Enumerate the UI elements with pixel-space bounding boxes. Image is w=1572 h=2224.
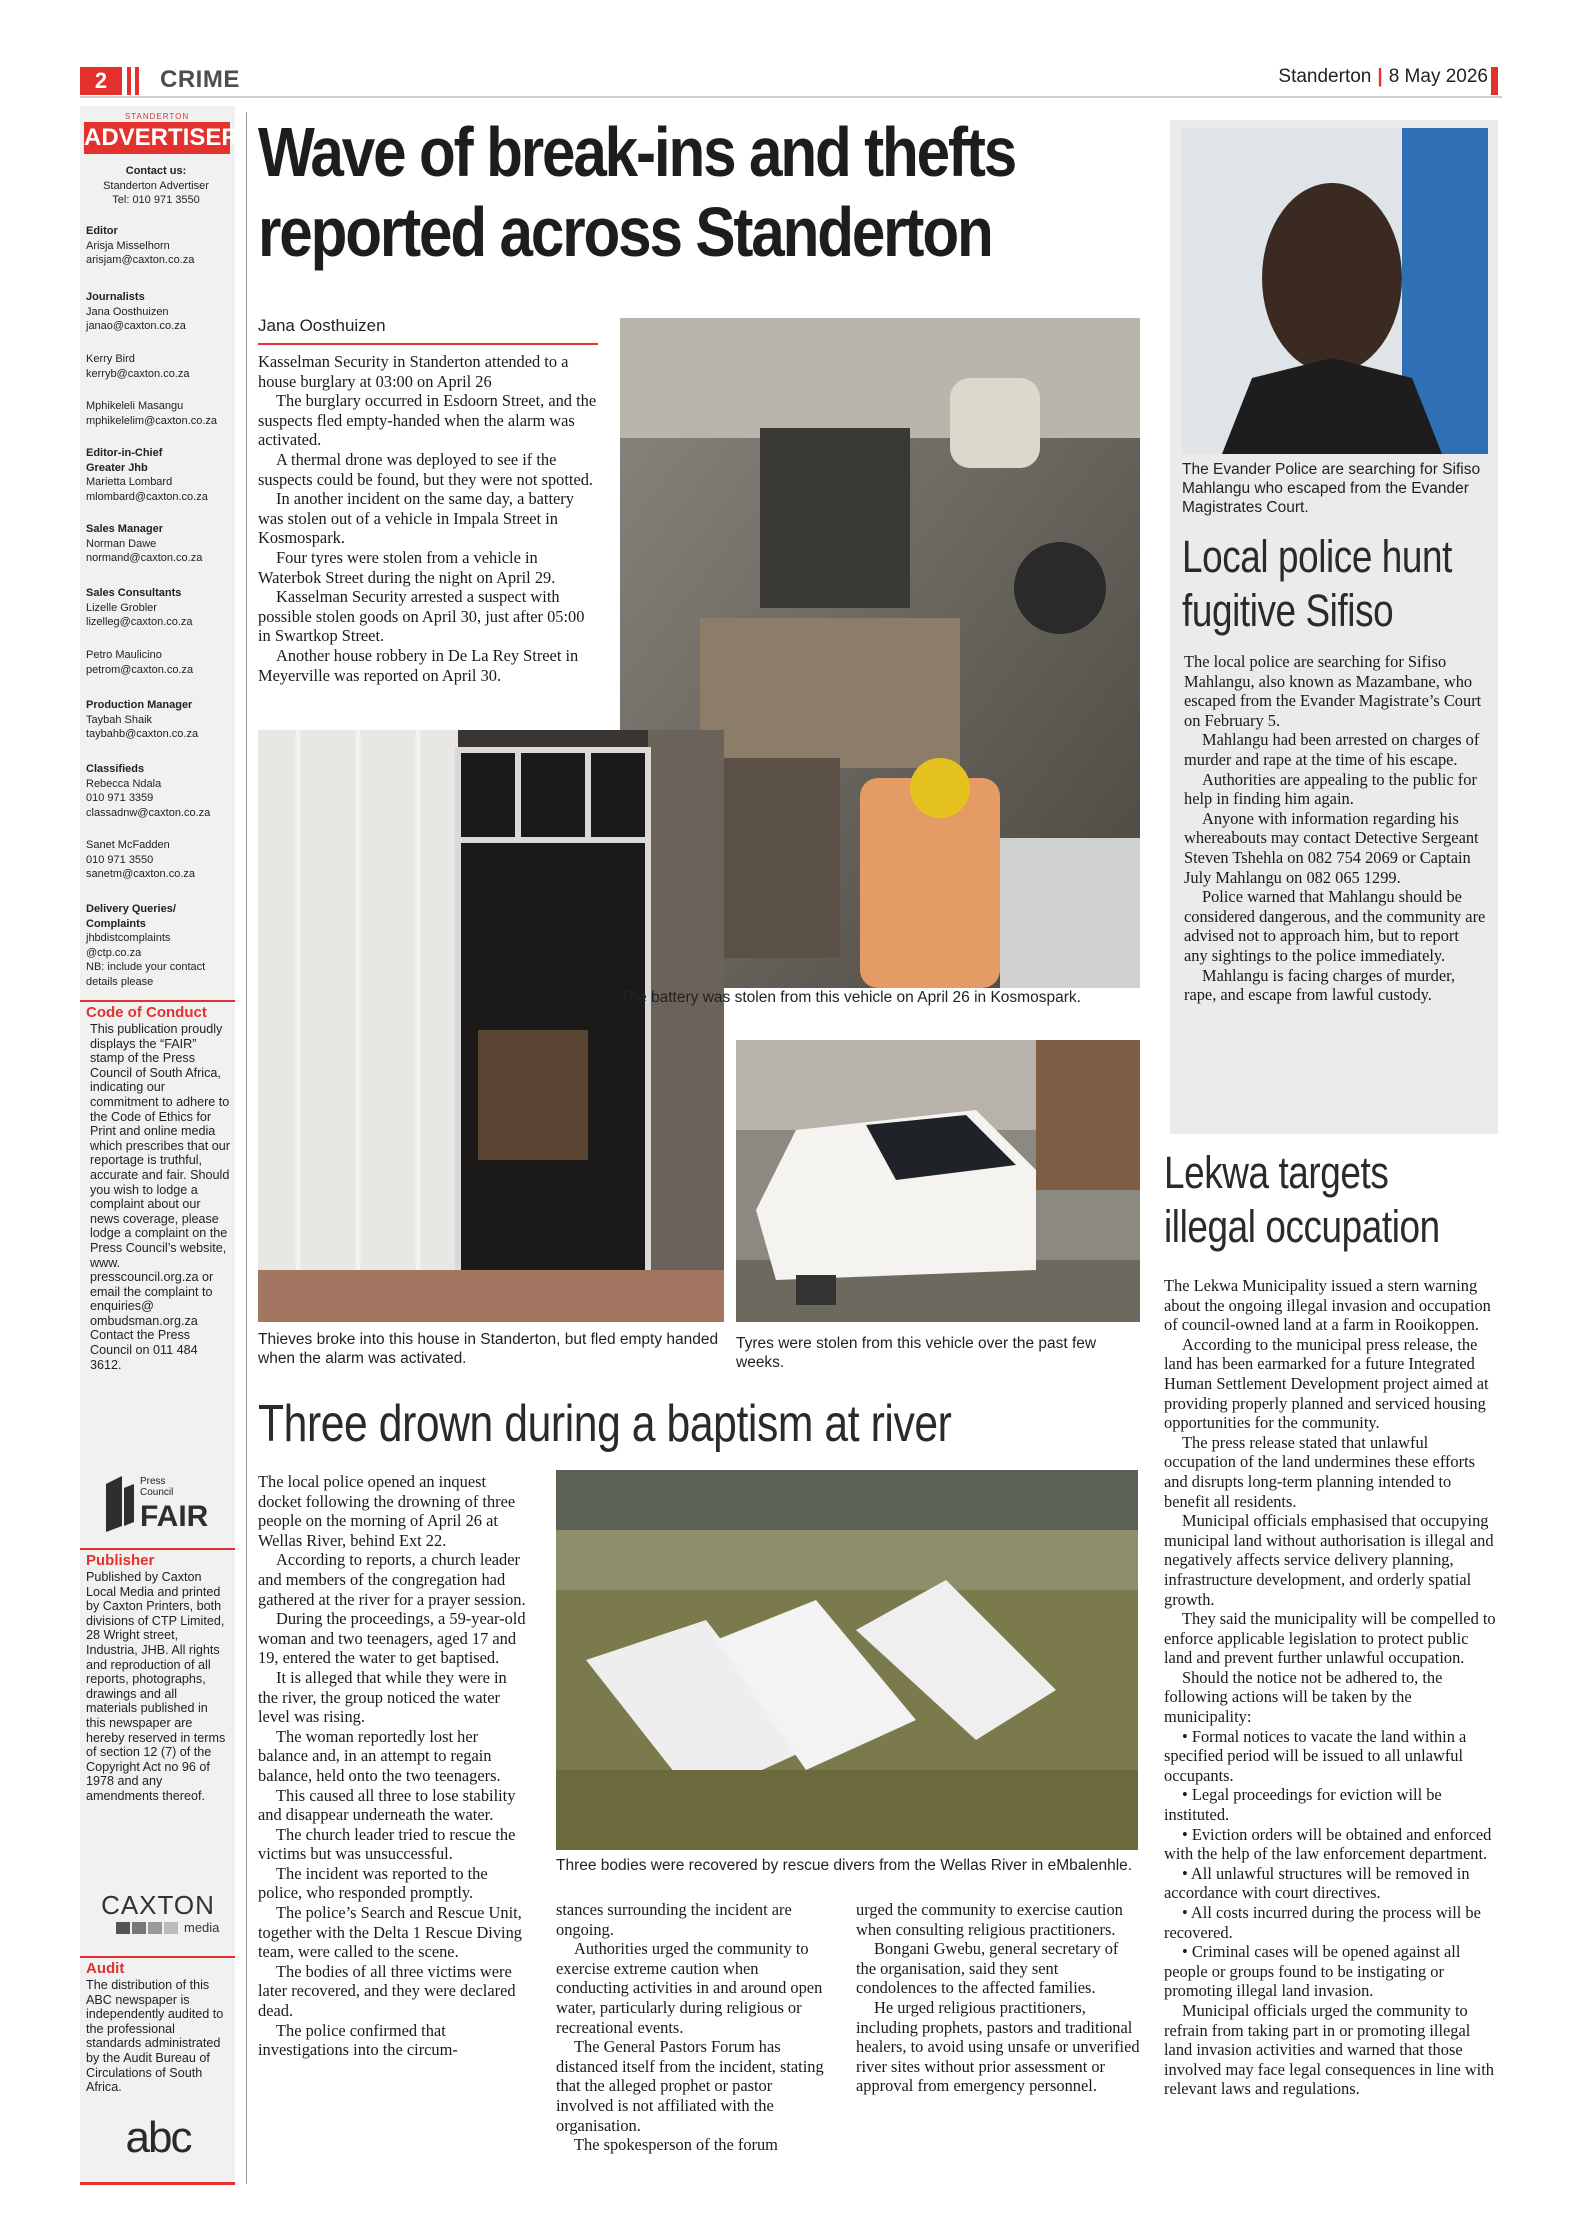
house-photo-caption: Thieves broke into this house in Standerton, but fled empty handed when the alarm was activated. (258, 1331, 719, 1367)
dateline-date: 8 May 2026 (1388, 66, 1488, 87)
fair-mark-icon (102, 1474, 136, 1532)
abc-logo: abc (125, 2113, 191, 2162)
engine-photo-caption: The battery was stolen from this vehicle on April 26 in Kosmospark. (620, 989, 1081, 1006)
header-accent (1491, 67, 1498, 95)
staff-journalist: Mphikeleli Masangu mphikelelim@caxton.co.za (86, 400, 217, 427)
caxton-logo: CAXTON media (101, 1890, 220, 1935)
dateline: Standerton | 8 May 2026 (1278, 66, 1488, 87)
newspaper-logo: STANDERTON ADVERTISER (84, 112, 230, 160)
section-marker (135, 67, 139, 95)
section-marker (127, 67, 131, 95)
publisher-heading: Publisher (86, 1552, 155, 1569)
lekwa-headline: Lekwa targets illegal occupation (1164, 1147, 1440, 1252)
byline: Jana Oosthuizen (258, 316, 386, 335)
byline-rule (258, 343, 598, 345)
car-photo (736, 1040, 1140, 1322)
audit-heading: Audit (86, 1960, 125, 1977)
staff-sales: Sales Consultants Lizelle Grobler lizelleg@caxton.co.za (86, 587, 193, 628)
drowning-col-2: stances surrounding the incident are ongoing. Authorities urged the community to exercise extreme caution when conducting activities in and around open water, particularly during religious or recreational events. The General Pastors Forum has distanced itself from the incident, stating that the alleged prophet or pastor involved is not affiliated with the organisation. The spokesperson of the forum (556, 1900, 824, 2155)
staff-classifieds: Sanet McFadden 010 971 3550 sanetm@caxton.co.za (86, 839, 195, 880)
staff-editor: Editor Arisja Misselhorn arisjam@caxton.co.za (86, 225, 195, 266)
house-window-photo (258, 730, 724, 1322)
fugitive-photo-caption: The Evander Police are searching for Sifiso Mahlangu who escaped from the Evander Magistrates Court. (1182, 461, 1481, 516)
page-number: 2 (80, 67, 122, 95)
publisher-body: Published by Caxton Local Media and printed by Caxton Printers, both divisions of CTP Limited, 28 Wright street, Industria, JHB. All rights and reproduction of all reports, photographs, drawings and all materials published in this newspaper are hereby reserved in terms of section 12 (7) of the Copyright Act no 96 of 1978 and any amendments thereof. (86, 1570, 226, 1803)
staff-production: Production Manager Taybah Shaik taybahb@caxton.co.za (86, 699, 199, 740)
main-story-body: Kasselman Security in Standerton attended to a house burglary at 03:00 on April 26 The burglary occurred in Esdoorn Street, and the suspects fled empty-handed when the alarm was activated. A thermal drone was deployed to see if the suspects could be found, but they were not spotted. In another incident on the same day, a battery was stolen out of a vehicle in Impala Street in Kosmospark. Four tyres were stolen from a vehicle in Waterbok Street during the night on April 29. Kasselman Security arrested a suspect with possible stolen goods on April 30, just after 05:00 in Swartkop Street. Another house robbery in De La Rey Street in Meyerville was reported on April 30. (258, 352, 597, 685)
masthead-sidebar (80, 106, 239, 2182)
drowning-headline: Three drown during a baptism at river (258, 1395, 952, 1453)
staff-editor-in-chief: Editor-in-Chief Greater Jhb Marietta Lombard mlombard@caxton.co.za (86, 447, 208, 503)
contact-block: Contact us: Standerton Advertiser Tel: 010 971 3550 (103, 165, 209, 206)
river-bodies-photo (556, 1470, 1138, 1850)
audit-body: The distribution of this ABC newspaper is independently audited to the professional standards administrated by the Audit Bureau of Circulations of South Africa. (86, 1978, 224, 2095)
conduct-heading: Code of Conduct (86, 1004, 207, 1021)
car-photo-caption: Tyres were stolen from this vehicle over the past few weeks. (736, 1335, 1097, 1371)
staff-sales-manager: Sales Manager Norman Dawe normand@caxton.co.za (86, 523, 203, 564)
staff-classifieds: Classifieds Rebecca Ndala 010 971 3359 classadnw@caxton.co.za (86, 763, 211, 819)
drowning-col-1: The local police opened an inquest docket following the drowning of three people on the morning of April 26 at Wellas River, behind Ext 22. According to reports, a church leader and members of the congregation had gathered at the river for a prayer session. During the proceedings, a 59-year-old woman and two teenagers, aged 17 and 19, entered the water to get baptised. It is alleged that while they were in the river, the group noticed the water level was rising. The woman reportedly lost her balance and, in an attempt to regain balance, held onto the two teenagers. This caused all three to lose stability and disappear underneath the water. The church leader tried to rescue the victims but was unsuccessful. The incident was reported to the police, who responded promptly. The police’s Search and Rescue Unit, together with the Delta 1 Rescue Diving team, were called to the scene. The bodies of all three victims were later recovered, and they were declared dead. The police confirmed that investigations into the circum- (258, 1472, 526, 2060)
river-photo-caption: Three bodies were recovered by rescue divers from the Wellas River in eMbalenhle. (556, 1857, 1133, 1874)
staff-sales: Petro Maulicino petrom@caxton.co.za (86, 649, 194, 676)
fugitive-photo (1182, 128, 1488, 454)
press-council-fair-logo: Press Council FAIR (102, 1474, 222, 1534)
dateline-location: Standerton (1278, 66, 1372, 87)
fugitive-story-body: The local police are searching for Sifiso Mahlangu, also known as Mazambane, who escaped from the Evander Magistrate’s Court on February 5. Mahlangu had been arrested on charges of murder and rape at the time of his escape. Authorities are appealing to the public for help in finding him again. Anyone with information regarding his whereabouts may contact Detective Sergeant Steven Tshehla on 082 754 2069 or Captain July Mahlangu on 082 065 1299. Police warned that Mahlangu should be considered dangerous, and the community are advised not to approach him, but to report any sightings to the police immediately. Mahlangu is facing charges of murder, rape, and escape from lawful custody. (1184, 652, 1486, 1005)
column-divider (246, 112, 247, 2184)
lekwa-story-body: The Lekwa Municipality issued a stern warning about the ongoing illegal invasion and occupation of council-owned land at a farm in Rooikoppen. According to the municipal press release, the land has been earmarked for a future Integrated Human Settlement Development project aimed at providing properly planned and serviced housing opportunities for the community. The press release stated that unlawful occupation of the land undermines these efforts and disrupts long-term planning intended to benefit all residents. Municipal officials emphasised that occupying municipal land without authorisation is illegal and negatively affects service delivery planning, infrastructure development, and orderly spatial growth. They said the municipality will be compelled to enforce applicable legislation to protect public land and prevent further unlawful occupation. Should the notice not be adhered to, the following actions will be taken by the municipality: • Formal notices to vacate the land within a specified period will be issued to all unlawful occupants. • Legal proceedings for eviction will be instituted. • Eviction orders will be obtained and enforced with the help of the law enforcement department. • All unlawful structures will be removed in accordance with court directives. • All costs incurred during the process will be recovered. • Criminal cases will be opened against all people or groups found to be instigating or promoting illegal land invasion. Municipal officials urged the community to refrain from taking part in or promoting illegal land invasion activities and warned that those involved may face legal consequences in line with relevant laws and regulations. (1164, 1276, 1496, 2099)
conduct-body: This publication proudly displays the “FAIR” stamp of the Press Council of South Africa, indicating our commitment to adhere to the Code of Ethics for Print and online media which prescribes that our reportage is truthful, accurate and fair. Should you wish to lodge a complaint about our news coverage, please lodge a complaint on the Press Council’s website, www. presscouncil.org.za or email the complaint to enquiries@ ombudsman.org.za Contact the Press Council on 011 484 3612. (90, 1022, 230, 1372)
staff-journalist: Journalists Jana Oosthuizen janao@caxton.co.za (86, 291, 186, 332)
main-headline: Wave of break-ins and thefts reported across Standerton (258, 113, 1016, 271)
drowning-col-3: urged the community to exercise caution when consulting religious practitioners. Bongani Gwebu, general secretary of the organisation, said they sent condolences to the affected families. He urged religious practitioners, including prophets, pastors and traditional healers, to avoid using unsafe or unverified river sites without prior assessment or approval from emergency personnel. (856, 1900, 1140, 2096)
section-label: CRIME (160, 66, 240, 93)
staff-journalist: Kerry Bird kerryb@caxton.co.za (86, 353, 190, 380)
fugitive-headline: Local police hunt fugitive Sifiso (1182, 531, 1452, 636)
delivery-block: Delivery Queries/ Complaints jhbdistcomplaints @ctp.co.za NB: include your contact details please (86, 903, 206, 988)
header-rule (80, 96, 1502, 98)
